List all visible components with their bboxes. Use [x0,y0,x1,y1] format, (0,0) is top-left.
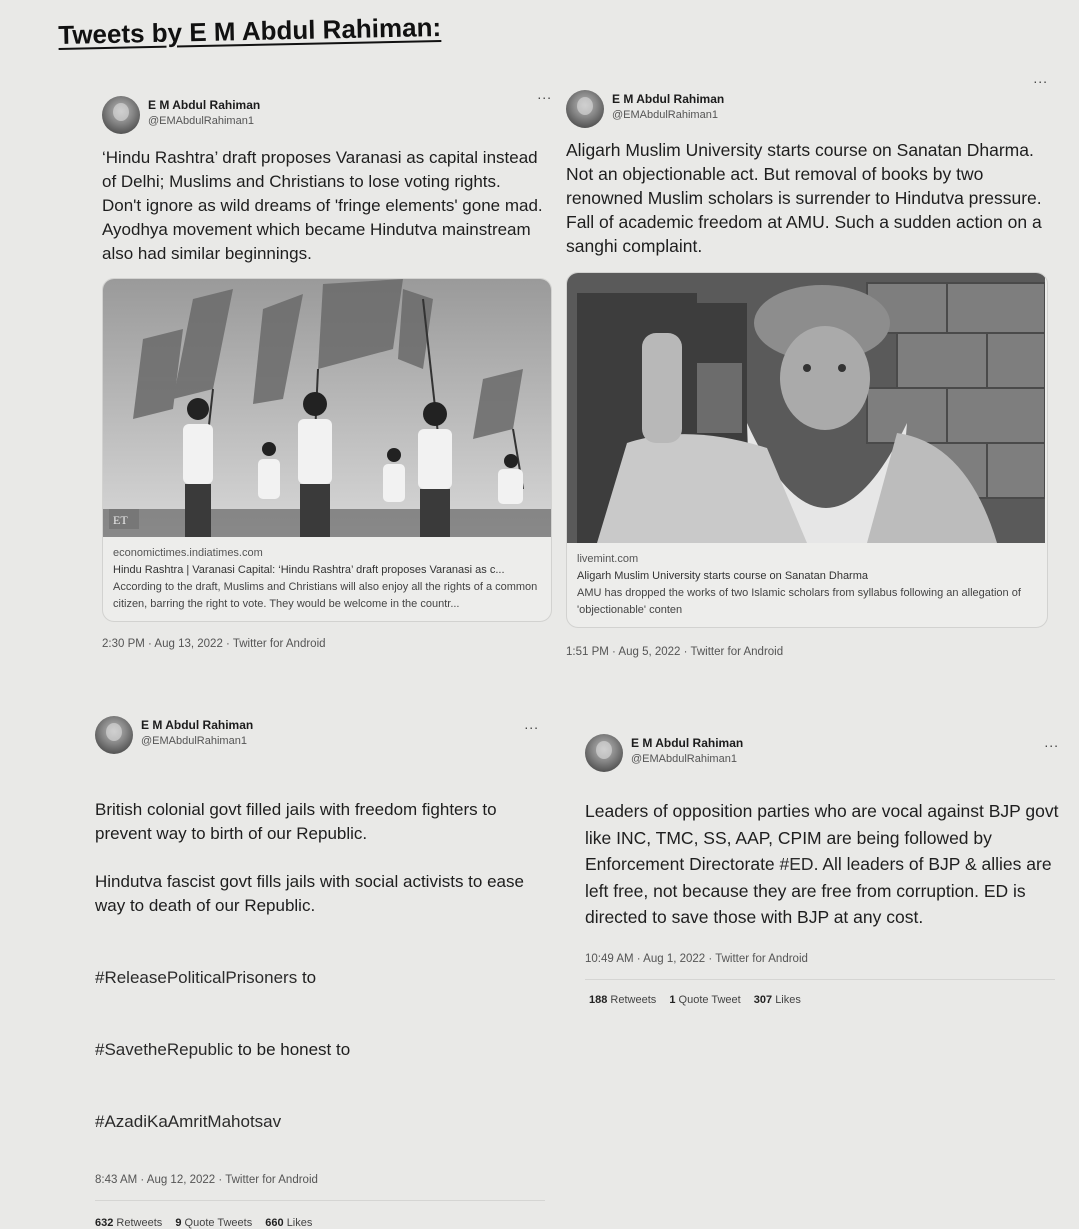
author-info [631,736,743,765]
author-name[interactable]: E M Abdul Rahiman [148,98,261,112]
retweets-count: 632 [95,1217,114,1229]
quotes-label: Quote Tweets [184,1217,253,1229]
tweet-timestamp[interactable]: 2:30 PM · Aug 13, 2022 · Twitter for Android [102,638,326,650]
likes-stat[interactable] [754,994,801,1006]
tweet-timestamp[interactable]: 10:49 AM · Aug 1, 2022 · Twitter for Android [585,952,808,965]
more-options-icon[interactable]: ... [1033,70,1048,86]
card-domain: economictimes.indiatimes.com [113,547,263,559]
author-handle[interactable]: @EMAbdulRahiman1 [631,753,737,765]
tweet-text: Aligarh Muslim University starts course on Sanatan Dharma. Not an objectionable act. But removal of books by two renowned Muslim scholars is surrender to Hindutva pressure. Fall of academic freedom at AMU. Such a sudden action on a sanghi complaint. [566,140,1042,256]
more-options-icon[interactable]: ... [537,86,552,102]
author-name[interactable]: E M Abdul Rahiman [141,718,254,732]
retweets-stat[interactable] [589,994,656,1006]
hashtag-line [95,1014,545,1062]
card-title: Hindu Rashtra | Varanasi Capital: ‘Hindu Rashtra’ draft proposes Varanasi as c... [113,564,505,576]
card-description: According to the draft, Muslims and Christians will also enjoy all the rights of a common citizen, barring the right to vote. They would be welcome in the countr... [113,581,538,610]
avatar[interactable] [585,734,623,772]
card-meta [567,543,1047,627]
author-name[interactable]: E M Abdul Rahiman [631,736,744,750]
tweet-stats [95,1217,545,1229]
tweet-text-part: Leaders of opposition parties who are vocal against BJP govt like INC, TMC, SS, AAP, CPIM are being followed by Enforcement Directorate [585,801,1059,874]
page-title: Tweets by E M Abdul Rahiman: [58,11,442,50]
author-info [612,92,724,121]
tweet-text-line: British colonial govt filled jails with freedom fighters to prevent way to birth of our Republic. [95,800,497,843]
author-name[interactable]: E M Abdul Rahiman [612,92,725,106]
card-image [103,279,551,537]
retweets-label: Retweets [116,1217,163,1229]
card-badge: ET [113,513,128,527]
tweet-header [585,734,1065,778]
tweet-2 [566,70,1048,658]
card-domain: livemint.com [577,553,639,565]
tweet-timestamp[interactable]: 1:51 PM · Aug 5, 2022 · Twitter for Android [566,646,784,658]
text-joiner: to be honest to [232,1040,351,1059]
author-handle[interactable]: @EMAbdulRahiman1 [148,115,254,127]
likes-stat[interactable] [265,1217,312,1229]
hashtag-link[interactable]: #ED [779,854,814,874]
author-handle[interactable]: @EMAbdulRahiman1 [141,735,247,747]
quotes-count: 1 [669,993,676,1006]
hashtag-link[interactable]: #ReleasePoliticalPrisoners [95,968,298,987]
tweet-text-part: . All leaders of BJP & allies are left free, not because they are free from corruption. ED is directed to save those with BJP at any cost. [585,854,1052,927]
quotes-stat[interactable] [669,994,740,1006]
tweet-header [102,86,552,140]
tweet-1 [102,86,552,650]
divider [585,979,1055,980]
retweets-stat[interactable] [95,1217,162,1229]
link-card[interactable] [102,278,552,622]
tweet-text-line: Hindutva fascist govt fills jails with social activists to ease way to death of our Republic. [95,872,524,915]
tweet-text: ‘Hindu Rashtra’ draft proposes Varanasi as capital instead of Delhi; Muslims and Christians to lose voting rights. Don't ignore as wild dreams of 'fringe elements' gone mad. Ayodhya movement which became Hindutva mainstream also had similar beginnings. [102,148,543,263]
card-description: AMU has dropped the works of two Islamic scholars from syllabus following an allegation of 'objectionable' conten [577,587,1021,616]
tweet-timestamp[interactable]: 8:43 AM · Aug 12, 2022 · Twitter for Android [95,1174,318,1186]
hashtag-link[interactable]: #SavetheRepublic [95,1040,233,1059]
tweet-stats [589,994,1065,1006]
avatar[interactable] [566,90,604,128]
quotes-stat[interactable] [175,1217,252,1229]
likes-count: 307 [753,993,773,1006]
avatar[interactable] [95,716,133,754]
quotes-count: 9 [175,1217,182,1229]
hashtag-line [95,942,545,990]
retweets-label: Retweets [610,993,657,1006]
quotes-label: Quote Tweet [678,993,741,1006]
card-meta [103,537,551,621]
tweet-header [566,70,1048,134]
likes-count: 660 [265,1217,284,1229]
tweet-header [95,716,545,760]
avatar[interactable] [102,96,140,134]
hashtag-line [95,1086,545,1134]
link-card[interactable] [566,272,1048,628]
likes-label: Likes [775,993,801,1006]
more-options-icon[interactable]: ... [1044,734,1059,750]
author-handle[interactable]: @EMAbdulRahiman1 [612,109,718,121]
tweet-text [585,798,1065,931]
likes-label: Likes [286,1217,313,1229]
author-info [148,98,260,127]
more-options-icon[interactable]: ... [524,716,539,732]
hashtag-link[interactable]: #AzadiKaAmritMahotsav [95,1112,282,1131]
author-info [141,718,253,747]
retweets-count: 188 [589,993,608,1006]
text-joiner: to [297,968,317,987]
tweet-3 [95,716,545,1229]
card-title: Aligarh Muslim University starts course on Sanatan Dharma [577,570,869,582]
tweet-4 [585,734,1065,1006]
card-image [567,273,1045,543]
tweet-text [95,774,545,1158]
divider [95,1200,545,1201]
